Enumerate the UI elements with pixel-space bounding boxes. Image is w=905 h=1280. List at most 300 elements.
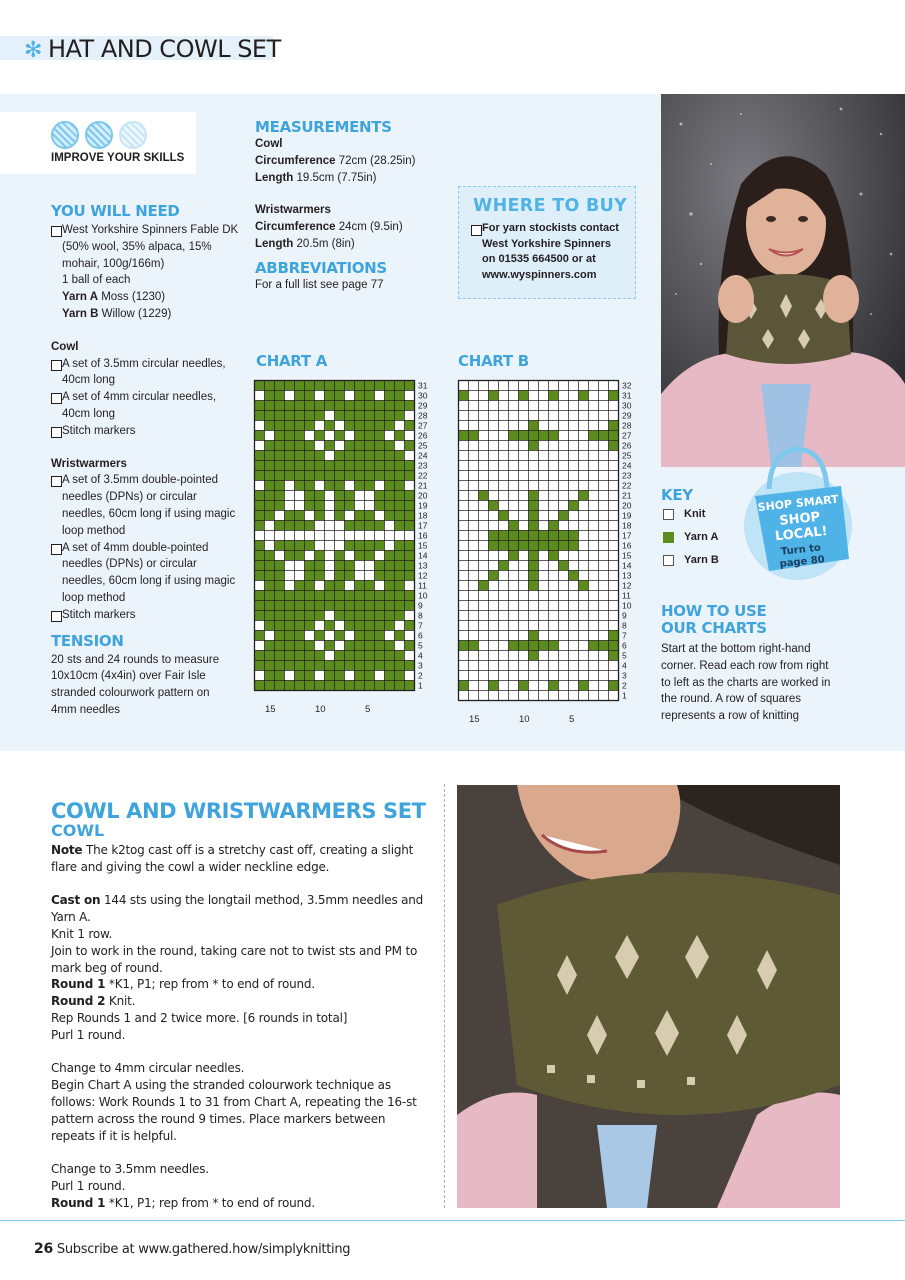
wrist-needs-heading: Wristwarmers — [51, 457, 127, 470]
chart-cell — [265, 591, 275, 601]
chart-row-label: 9 — [622, 610, 627, 621]
chart-cell — [609, 691, 619, 701]
chart-cell — [315, 421, 325, 431]
chart-cell — [599, 671, 609, 681]
chart-cell — [305, 651, 315, 661]
chart-cell — [335, 451, 345, 461]
chart-cell — [459, 391, 469, 401]
chart-cell — [539, 641, 549, 651]
chart-cell — [539, 631, 549, 641]
chart-cell — [499, 401, 509, 411]
chart-cell — [469, 581, 479, 591]
chart-cell — [609, 581, 619, 591]
chart-cell — [509, 401, 519, 411]
chart-cell — [459, 521, 469, 531]
chart-cell — [325, 471, 335, 481]
chart-cell — [589, 671, 599, 681]
chart-cell — [405, 601, 415, 611]
chart-cell — [355, 631, 365, 641]
chart-cell — [365, 501, 375, 511]
chart-row-label: 30 — [418, 390, 428, 401]
chart-cell — [579, 451, 589, 461]
chart-cell — [395, 461, 405, 471]
chart-cell — [325, 391, 335, 401]
chart-cell — [405, 491, 415, 501]
chart-cell — [609, 411, 619, 421]
chart-cell — [285, 551, 295, 561]
chart-cell — [335, 421, 345, 431]
chart-cell — [295, 531, 305, 541]
chart-cell — [559, 651, 569, 661]
chart-cell — [365, 471, 375, 481]
chart-cell — [469, 461, 479, 471]
chart-cell — [305, 411, 315, 421]
chart-cell — [599, 401, 609, 411]
join-line: Join to work in the round, taking care not to twist sts and PM to mark beg of round. — [51, 943, 418, 975]
chart-cell — [335, 611, 345, 621]
chart-cell — [479, 451, 489, 461]
chart-cell — [395, 551, 405, 561]
chart-cell — [305, 541, 315, 551]
chart-cell — [325, 381, 335, 391]
chart-cell — [459, 611, 469, 621]
chart-cell — [589, 481, 599, 491]
chart-cell — [529, 511, 539, 521]
shopping-bag-icon — [741, 441, 855, 585]
model-photo — [661, 94, 905, 467]
chart-cell — [609, 511, 619, 521]
chart-cell — [529, 531, 539, 541]
chart-cell — [285, 601, 295, 611]
chart-row-label: 32 — [622, 380, 632, 391]
chart-cell — [539, 671, 549, 681]
chart-cell — [549, 651, 559, 661]
chart-cell — [519, 501, 529, 511]
chart-cell — [315, 451, 325, 461]
chart-cell — [459, 561, 469, 571]
chart-cell — [539, 381, 549, 391]
chart-cell — [275, 481, 285, 491]
chart-cell — [395, 531, 405, 541]
chart-cell — [275, 611, 285, 621]
chart-cell — [385, 401, 395, 411]
chart-cell — [335, 591, 345, 601]
chart-cell — [385, 591, 395, 601]
chart-cell — [335, 471, 345, 481]
chart-cell — [579, 591, 589, 601]
chart-cell — [579, 691, 589, 701]
chart-cell — [569, 681, 579, 691]
chart-cell — [315, 441, 325, 451]
key-item-knit: Knit — [663, 508, 705, 520]
chart-cell — [549, 531, 559, 541]
chart-cell — [365, 431, 375, 441]
chart-cell — [295, 591, 305, 601]
chart-cell — [559, 441, 569, 451]
chart-cell — [489, 631, 499, 641]
chart-cell — [395, 581, 405, 591]
chart-cell — [315, 491, 325, 501]
chart-cell — [469, 411, 479, 421]
chart-cell — [315, 581, 325, 591]
chart-cell — [609, 451, 619, 461]
chart-cell — [539, 461, 549, 471]
chart-cell — [255, 561, 265, 571]
chart-cell — [355, 541, 365, 551]
chart-cell — [609, 481, 619, 491]
chart-cell — [529, 451, 539, 461]
chart-cell — [469, 631, 479, 641]
chart-cell — [345, 611, 355, 621]
chart-cell — [489, 641, 499, 651]
chart-cell — [539, 571, 549, 581]
chart-cell — [539, 621, 549, 631]
chart-cell — [599, 481, 609, 491]
chart-cell — [569, 481, 579, 491]
chart-cell — [255, 661, 265, 671]
chart-cell — [375, 461, 385, 471]
chart-cell — [459, 501, 469, 511]
chart-cell — [385, 601, 395, 611]
chart-cell — [589, 541, 599, 551]
chart-cell — [295, 551, 305, 561]
chart-cell — [255, 581, 265, 591]
chart-cell — [459, 551, 469, 561]
chart-cell — [609, 421, 619, 431]
yarn-b-swatch — [663, 555, 674, 566]
chart-cell — [385, 471, 395, 481]
chart-cell — [489, 601, 499, 611]
chart-cell — [519, 531, 529, 541]
chart-cell — [509, 411, 519, 421]
chart-cell — [599, 431, 609, 441]
chart-cell — [305, 611, 315, 621]
pattern-instructions — [51, 800, 431, 1212]
chart-cell — [499, 621, 509, 631]
chart-cell — [275, 381, 285, 391]
chart-cell — [559, 671, 569, 681]
chart-cell — [459, 441, 469, 451]
chart-cell — [559, 431, 569, 441]
chart-cell — [265, 671, 275, 681]
chart-cell — [325, 561, 335, 571]
chart-cell — [305, 671, 315, 681]
chart-cell — [365, 571, 375, 581]
chart-cell — [405, 381, 415, 391]
chart-cell — [559, 501, 569, 511]
chart-cell — [479, 391, 489, 401]
chart-cell — [549, 521, 559, 531]
chart-cell — [385, 491, 395, 501]
chart-cell — [335, 441, 345, 451]
chart-cell — [405, 661, 415, 671]
chart-cell — [255, 511, 265, 521]
chart-cell — [305, 631, 315, 641]
chart-cell — [305, 621, 315, 631]
chart-row-label: 24 — [622, 460, 632, 471]
chart-cell — [265, 481, 275, 491]
chart-cell — [499, 451, 509, 461]
chart-cell — [365, 561, 375, 571]
chart-cell — [265, 541, 275, 551]
chart-cell — [305, 581, 315, 591]
chart-cell — [285, 521, 295, 531]
chart-cell — [375, 581, 385, 591]
chart-cell — [355, 531, 365, 541]
chart-cell — [375, 381, 385, 391]
chart-cell — [365, 421, 375, 431]
chart-cell — [589, 511, 599, 521]
chart-cell — [395, 661, 405, 671]
chart-cell — [275, 621, 285, 631]
chart-cell — [519, 431, 529, 441]
chart-cell — [275, 661, 285, 671]
chart-cell — [589, 631, 599, 641]
chart-cell — [325, 491, 335, 501]
chart-row-label: 14 — [622, 560, 632, 571]
chart-cell — [549, 671, 559, 681]
chart-cell — [385, 551, 395, 561]
chart-cell — [509, 431, 519, 441]
chart-cell — [315, 621, 325, 631]
chart-cell — [589, 451, 599, 461]
chart-cell — [325, 621, 335, 631]
chart-cell — [589, 441, 599, 451]
chart-cell — [519, 561, 529, 571]
chart-cell — [519, 461, 529, 471]
knit-swatch — [663, 509, 674, 520]
chart-cell — [355, 391, 365, 401]
chart-cell — [395, 631, 405, 641]
chart-cell — [395, 441, 405, 451]
chart-cell — [489, 461, 499, 471]
chart-cell — [345, 511, 355, 521]
chart-cell — [285, 671, 295, 681]
chart-row-label: 3 — [622, 670, 627, 681]
chart-cell — [609, 651, 619, 661]
chart-cell — [285, 681, 295, 691]
chart-cell — [539, 411, 549, 421]
chart-cell — [305, 521, 315, 531]
wrist-measure-heading: Wristwarmers — [255, 204, 331, 217]
chart-cell — [265, 641, 275, 651]
chart-cell — [355, 681, 365, 691]
chart-cell — [569, 411, 579, 421]
footer-rule — [0, 1220, 905, 1221]
chart-cell — [255, 551, 265, 561]
chart-cell — [509, 641, 519, 651]
chart-cell — [355, 611, 365, 621]
chart-cell — [285, 661, 295, 671]
chart-cell — [479, 591, 489, 601]
chart-cell — [539, 501, 549, 511]
cowl-item: Stitch markers — [51, 423, 241, 440]
chart-cell — [385, 451, 395, 461]
chart-cell — [315, 401, 325, 411]
chart-cell — [559, 691, 569, 701]
chart-cell — [479, 461, 489, 471]
chart-cell — [519, 581, 529, 591]
chart-cell — [255, 571, 265, 581]
chart-cell — [519, 591, 529, 601]
chart-cell — [499, 641, 509, 651]
how-to-use-charts — [661, 603, 841, 725]
chart-cell — [405, 481, 415, 491]
chart-cell — [335, 571, 345, 581]
chart-cell — [579, 601, 589, 611]
you-will-need-heading: YOU WILL NEED — [51, 202, 180, 220]
chart-cell — [599, 591, 609, 601]
chart-cell — [589, 681, 599, 691]
chart-cell — [255, 501, 265, 511]
chart-row-label: 19 — [622, 510, 632, 521]
chart-row-label: 22 — [418, 470, 428, 481]
chart-cell — [529, 481, 539, 491]
chart-cell — [539, 581, 549, 591]
badge-line5: page 80 — [779, 554, 826, 570]
chart-cell — [335, 661, 345, 671]
chart-cell — [579, 501, 589, 511]
chart-cell — [285, 641, 295, 651]
chart-cell — [295, 461, 305, 471]
chart-cell — [509, 671, 519, 681]
chart-cell — [469, 421, 479, 431]
chart-cell — [325, 571, 335, 581]
chart-cell — [489, 581, 499, 591]
wrist-circumference: Circumference 24cm (9.5in) — [255, 221, 403, 234]
round-1-line: Round 1 *K1, P1; rep from * to end of round. — [51, 977, 315, 992]
chart-cell — [375, 441, 385, 451]
chart-cell — [265, 511, 275, 521]
purl-line: Purl 1 round. — [51, 1027, 126, 1042]
chart-cell — [385, 461, 395, 471]
chart-cell — [335, 401, 345, 411]
cowl-closeup-illustration — [457, 785, 840, 1208]
chart-cell — [489, 451, 499, 461]
chart-cell — [375, 631, 385, 641]
how-to-text: Start at the bottom right-hand corner. Read each row from right to left as the charts are worked in the round. A row of squares represents a row of knitting — [661, 643, 831, 723]
where-to-buy-box — [458, 186, 636, 299]
chart-cell — [549, 441, 559, 451]
chart-cell — [539, 491, 549, 501]
chart-cell — [529, 391, 539, 401]
chart-row-label: 8 — [622, 620, 627, 631]
chart-cell — [255, 611, 265, 621]
chart-cell — [589, 581, 599, 591]
chart-cell — [489, 481, 499, 491]
chart-cell — [335, 501, 345, 511]
chart-cell — [499, 661, 509, 671]
chart-cell — [295, 661, 305, 671]
chart-cell — [609, 601, 619, 611]
chart-cell — [385, 681, 395, 691]
chart-cell — [519, 571, 529, 581]
chart-cell — [609, 401, 619, 411]
chart-cell — [385, 501, 395, 511]
chart-cell — [345, 671, 355, 681]
chart-cell — [499, 421, 509, 431]
chart-cell — [305, 511, 315, 521]
chart-cell — [365, 531, 375, 541]
chart-cell — [489, 491, 499, 501]
chart-cell — [395, 571, 405, 581]
chart-row-label: 1 — [418, 680, 423, 691]
chart-cell — [285, 381, 295, 391]
chart-row-label: 12 — [418, 570, 428, 581]
chart-cell — [295, 481, 305, 491]
chart-cell — [385, 561, 395, 571]
chart-cell — [549, 411, 559, 421]
chart-cell — [345, 621, 355, 631]
chart-cell — [295, 381, 305, 391]
chart-cell — [559, 391, 569, 401]
chart-cell — [509, 561, 519, 571]
chart-cell — [355, 451, 365, 461]
chart-cell — [479, 431, 489, 441]
chart-cell — [609, 391, 619, 401]
chart-cell — [275, 581, 285, 591]
chart-cell — [469, 391, 479, 401]
chart-cell — [599, 461, 609, 471]
chart-cell — [509, 531, 519, 541]
chart-cell — [489, 501, 499, 511]
chart-cell — [589, 571, 599, 581]
chart-cell — [335, 481, 345, 491]
chart-cell — [589, 421, 599, 431]
chart-cell — [265, 661, 275, 671]
chart-cell — [325, 481, 335, 491]
chart-cell — [265, 571, 275, 581]
chart-cell — [499, 461, 509, 471]
wrist-length: Length 20.5m (8in) — [255, 237, 355, 250]
chart-cell — [469, 661, 479, 671]
chart-cell — [395, 451, 405, 461]
chart-cell — [385, 411, 395, 421]
chart-cell — [589, 491, 599, 501]
chart-cell — [549, 681, 559, 691]
chart-cell — [539, 651, 549, 661]
chart-cell — [559, 511, 569, 521]
shop-local-badge[interactable] — [741, 441, 855, 585]
chart-cell — [345, 391, 355, 401]
chart-row-label: 29 — [622, 410, 632, 421]
chart-cell — [275, 631, 285, 641]
chart-cell — [285, 411, 295, 421]
chart-cell — [295, 431, 305, 441]
chart-cell — [579, 401, 589, 411]
chart-cell — [469, 401, 479, 411]
chart-cell — [255, 471, 265, 481]
chart-cell — [395, 501, 405, 511]
chart-cell — [295, 681, 305, 691]
chart-cell — [325, 671, 335, 681]
chart-cell — [385, 421, 395, 431]
chart-cell — [255, 381, 265, 391]
chart-cell — [529, 681, 539, 691]
chart-row-label: 17 — [622, 530, 632, 541]
chart-cell — [559, 411, 569, 421]
chart-cell — [499, 601, 509, 611]
chart-cell — [385, 481, 395, 491]
chart-cell — [539, 691, 549, 701]
chart-cell — [539, 521, 549, 531]
chart-row-label: 24 — [418, 450, 428, 461]
chart-cell — [385, 621, 395, 631]
chart-cell — [275, 541, 285, 551]
chart-cell — [599, 651, 609, 661]
chart-cell — [315, 591, 325, 601]
chart-cell — [469, 691, 479, 701]
